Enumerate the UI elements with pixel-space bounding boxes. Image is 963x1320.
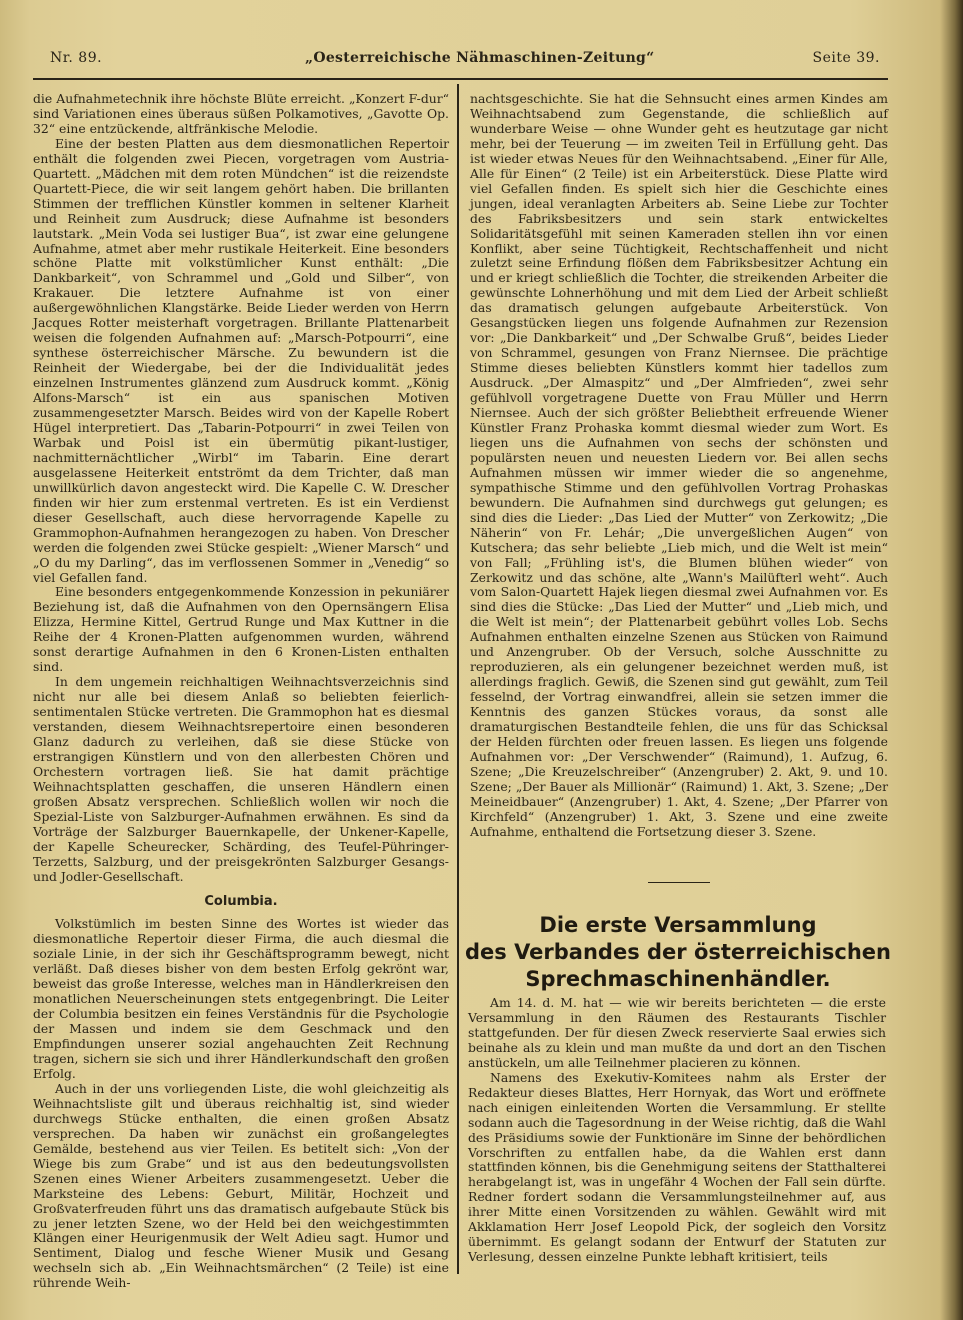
right-column-bottom <box>468 996 886 1276</box>
left-paragraph-3: Eine besonders entgegenkommende Konzession in pekuniärer Beziehung ist, daß die Aufnahmen von den Opernsängern Elisa Elizza, Hermine Kittel, Gertrud Runge und Max Kuttner in die Reihe der 4 Kronen-Platten aufgenommen wurden, während sonst derartige Aufnahmen in den 6 Kronen-Listen enthalten sind. <box>33 584 449 675</box>
headline-line-2: des Verbandes der österreichischen <box>464 940 892 964</box>
left-paragraph-4: In dem ungemein reichhaltigen Weihnachtsverzeichnis sind nicht nur alle bei diesem Anlaß so beliebten feierlich-sentimentalen Stücke vertreten. Die Grammophon hat es diesmal verstanden, diesem Weihnachtsrepertoire einen besonderen Glanz dadurch zu verleihen, daß sie diese Stücke von erstrangigen Künstlern und von den allerbesten Chören und Orchestern vortragen ließ. Sie hat damit prächtige Weihnachtsplatten geschaffen, die unseren Händlern einen großen Absatz versprechen. Schließlich wollen wir noch die Spezial-Liste von Salzburger-Aufnahmen erwähnen. Es sind da Vorträge der Salzburger Bauernkapelle, der Unkener-Kapelle, der Kapelle Scheurecker, Schärding, des Teufel-Pühringer-Terzetts, Salzburg, und der preisgekrönten Salzburger Gesangs- und Jodler-Gesellschaft. <box>33 674 449 884</box>
right-paragraph-3: Namens des Exekutiv-Komitees nahm als Erster der Redakteur dieses Blattes, Herr Hornyak, das Wort und eröffnete nach einigen einleitenden Worten die Versammlung. Er stellte sodann auch die Tagesordnung in der Weise richtig, daß die Wahl des Präsidiums sowie der Funktionäre im Sinne der behördlichen Vorschriften zu entfallen habe, da die Wahlen erst dann stattfinden können, bis die Genehmigung seitens der Statthalterei herabgelangt ist, was in ungefähr 4 Wochen der Fall sein dürfte. Redner fordert sodann die Versammlungsteilnehmer auf, aus ihrer Mitte einen Vorsitzenden zu wählen. Gewählt wird mit Akklamation Herr Josef Leopold Pick, der sogleich den Vorsitz übernimmt. Es gelangt sodann der Entwurf der Statuten zur Verlesung, dessen einzelne Punkte lebhaft kritisiert, teils <box>468 1069 886 1265</box>
headline-line-3: Sprechmaschinenhändler. <box>525 967 831 991</box>
section-heading-columbia: Columbia. <box>204 893 278 909</box>
section-divider <box>648 882 710 883</box>
left-column <box>33 91 449 1291</box>
page-number: Seite 39. <box>812 50 880 66</box>
left-paragraph-6: Auch in der uns vorliegenden Liste, die wohl gleichzeitig als Weihnachtsliste gilt und überaus reichhaltig ist, sind wieder durchwegs Stücke enthalten, die einen großen Absatz versprechen. Da haben wir zunächst ein großangelegtes Gemälde, bestehend aus vier Teilen. Es betitelt sich: „Von der Wiege bis zum Grabe“ und ist aus den bedeutungsvollsten Szenen eines Wiener Arbeiters zusammengesetzt. Ueber die Marksteine des Lebens: Geburt, Militär, Hochzeit und Großvaterfreuden führt uns das dramatisch aufgebaute Stück bis zu jener letzten Szene, wo der Held bei den weichgestimmten Klängen einer Heurigenmusik der Welt Adieu sagt. Humor und Sentiment, Dialog und fesche Wiener Musik und Gesang wechseln sich ab. „Ein Weihnachtsmärchen“ (2 Teile) ist eine rührende Weih- <box>33 1080 449 1291</box>
column-divider <box>457 84 459 1274</box>
left-paragraph-1: die Aufnahmetechnik ihre höchste Blüte erreicht. „Konzert F-dur“ sind Variationen eines überaus süßen Polkamotives, „Gavotte Op. 32“ eine entzückende, altfränkische Melodie. <box>33 91 449 136</box>
left-paragraph-5: Volkstümlich im besten Sinne des Wortes ist wieder das diesmonatliche Repertoir dieser Firma, die auch diesmal die soziale Linie, in der sich ihr Geschäftsprogramm bewegt, nicht verläßt. Daß dieses bisher von dem besten Erfolg gekrönt war, beweist das große Interesse, welches man in Händlerkreisen den monatlichen Neuerscheinungen stets entgegenbringt. Die Leiter der Columbia besitzen ein feines Verständnis für die Psychologie der Massen und indem sie dem Geschmack und den Empfindungen unserer sozial angehauchten Zeit Rechnung tragen, sichern sie sich und ihrer Händlerkundschaft den großen Erfolg. <box>33 916 449 1081</box>
headline-line-1: Die erste Versammlung <box>539 913 817 937</box>
article-headline <box>462 912 894 993</box>
left-paragraph-2: Eine der besten Platten aus dem diesmonatlichen Repertoir enthält die folgenden zwei Piecen, vorgetragen vom Austria-Quartett. „Mädchen mit dem roten Mündchen“ ist die reizendste Quartett-Piece, die wir seit langem gehört haben. Die brillanten Stimmen der trefflichen Künstler kommen in seltener Klarheit und Reinheit zum Ausdruck; diese Aufnahme ist besonders lautstark. „Mein Voda sei lustiger Bua“, ist zwar eine gelungene Aufnahme, atmet aber mehr rustikale Heiterkeit. Eine besonders schöne Platte mit volkstümlicher Kunst enthält: „Die Dankbarkeit“, von Schrammel und „Gold und Silber“, von Krakauer. Die letztere Aufnahme ist von einer außergewöhnlichen Klangstärke. Beide Lieder werden von Herrn Jacques Rotter meisterhaft vorgetragen. Brillante Plattenarbeit weisen die folgenden Aufnahmen auf: „Marsch-Potpourri“, eine synthese österreichischer Märsche. Zu bewundern ist die Reinheit der Wiedergabe, bei der die Individualität jedes einzelnen Instrumentes glänzend zum Ausdruck kommt. „König Alfons-Marsch“ ist ein aus spanischen Motiven zusammengesetzter Marsch. Beides wird von der Kapelle Robert Hügel interpretiert. Das „Tabarin-Potpourri“ in zwei Teilen von Warbak und Poisl ist ein übermütig pikant-lustiger, nachmitternächtlicher „Wirbl“ im Tabarin. Eine derart ausgelassene Heiterkeit entströmt da dem Trichter, daß man unwillkürlich davon angesteckt wird. Die Kapelle C. W. Drescher finden wir hier zum erstenmal vertreten. Es ist ein Verdienst dieser Gesellschaft, auch diese hervorragende Kapelle zu Grammophon-Aufnahmen herangezogen zu haben. Von Drescher werden die folgenden zwei Stücke gespielt: „Wiener Marsch“ und „O du my Darling“, das im verflossenen Sommer in „Venedig“ so viel Gefallen fand. <box>33 135 449 585</box>
right-column-top <box>470 92 888 867</box>
right-paragraph-2: Am 14. d. M. hat — wie wir bereits berichteten — die erste Versammlung in den Räumen des Restaurants Tischler stattgefunden. Der für diesen Zweck reservierte Saal erwies sich beinahe als zu klein und man mußte da und dort an den Tischen anstückeln, um alle Teilnehmer placieren zu können. <box>468 995 886 1070</box>
header-rule <box>33 78 888 80</box>
journal-title: „Oesterreichische Nähmaschinen-Zeitung“ <box>305 50 655 66</box>
issue-number: Nr. 89. <box>50 50 103 66</box>
page-header <box>50 50 880 72</box>
right-paragraph-1: nachtsgeschichte. Sie hat die Sehnsucht eines armen Kindes am Weihnachtsabend zum Gegenstande, die schließlich auf wunderbare Weise — ohne Wunder geht es heutzutage gar nicht mehr, bei der Teuerung — im zweiten Teil in Erfüllung geht. Das ist wieder etwas Neues für den Weihnachtsabend. „Einer für Alle, Alle für Einen“ (2 Teile) ist ein Arbeiterstück. Diese Platte wird viel Gefallen finden. Es spielt sich hier die Geschichte eines jungen, ideal veranlagten Arbeiters ab. Seine Liebe zur Tochter des Fabriksbesitzers und sein stark entwickeltes Solidaritätsgefühl mit seinen Kameraden stellen ihn vor einen Konflikt, aber seine Tüchtigkeit, Rechtschaffenheit und nicht zuletzt seine Erfindung flößen dem Fabriksbesitzer Achtung ein und er kriegt schließlich die Tochter, die streikenden Arbeiter die gewünschte Lohnerhöhung und mit dem Lied der Arbeit schließt das dramatisch gelungen aufgebaute Arbeiterstück. Von Gesangstücken liegen uns folgende Aufnahmen zur Rezension vor: „Die Dankbarkeit“ und „Der Schwalbe Gruß“, beides Lieder von Schrammel, gesungen von Franz Niernsee. Die prächtige Stimme dieses beliebten Künstlers kommt hier tadellos zum Ausdruck. „Der Almaspitz“ und „Der Almfrieden“, zwei sehr gefühlvoll vorgetragene Duette von Frau Müller und Herrn Niernsee. Auch der sich größter Beliebtheit erfreuende Wiener Künstler Franz Prohaska kommt diesmal wieder zum Wort. Es liegen uns die Aufnahmen von sechs der schönsten und populärsten neuen und neuesten Liedern vor. Bei allen sechs Aufnahmen müssen wir immer wieder die so angenehme, sympathische Stimme und den gefühlvollen Vortrag Prohaskas bewundern. Die Aufnahmen sind durchwegs gut gelungen; es sind dies die Lieder: „Das Lied der Mutter“ von Zerkowitz; „Die Näherin“ von Fr. Lehár; „Die unvergeßlichen Augen“ von Kutschera; das sehr beliebte „Lieb mich, und die Welt ist mein“ von Fall; „Frühling ist's, die Blumen blühen wieder“ von Zerkowitz und das schöne, alte „Wann's Mailüfterl weht“. Auch vom Salon-Quartett Hajek liegen diesmal zwei Aufnahmen vor. Es sind dies die Stücke: „Das Lied der Mutter“ und „Lieb mich, und die Welt ist mein“; der Plattenarbeit gebührt volles Lob. Sechs Aufnahmen enthalten einzelne Szenen aus Stücken von Raimund und Anzengruber. Ob der Versuch, solche Ausschnitte zu reproduzieren, als ein gelungener bezeichnet werden muß, ist allerdings fraglich. Gewiß, die Szenen sind gut gewählt, zum Teil fesselnd, der Vortrag einwandfrei, allein sie setzen immer die Kenntnis des ganzen Stückes voraus, da sonst alle dramaturgischen Bestandteile fehlen, die uns für das Schicksal der Helden fürchten oder freuen lassen. Es liegen uns folgende Aufnahmen vor: „Der Verschwender“ (Raimund), 1. Aufzug, 6. Szene; „Die Kreuzelschreiber“ (Anzengruber) 2. Akt, 9. und 10. Szene; „Der Bauer als Millionär“ (Raimund) 1. Akt, 3. Szene; „Der Meineidbauer“ (Anzengruber) 1. Akt, 4. Szene; „Der Pfarrer von Kirchfeld“ (Anzengruber) 1. Akt, 3. Szene und eine zweite Aufnahme, enthaltend die Fortsetzung dieser 3. Szene. <box>470 91 888 839</box>
